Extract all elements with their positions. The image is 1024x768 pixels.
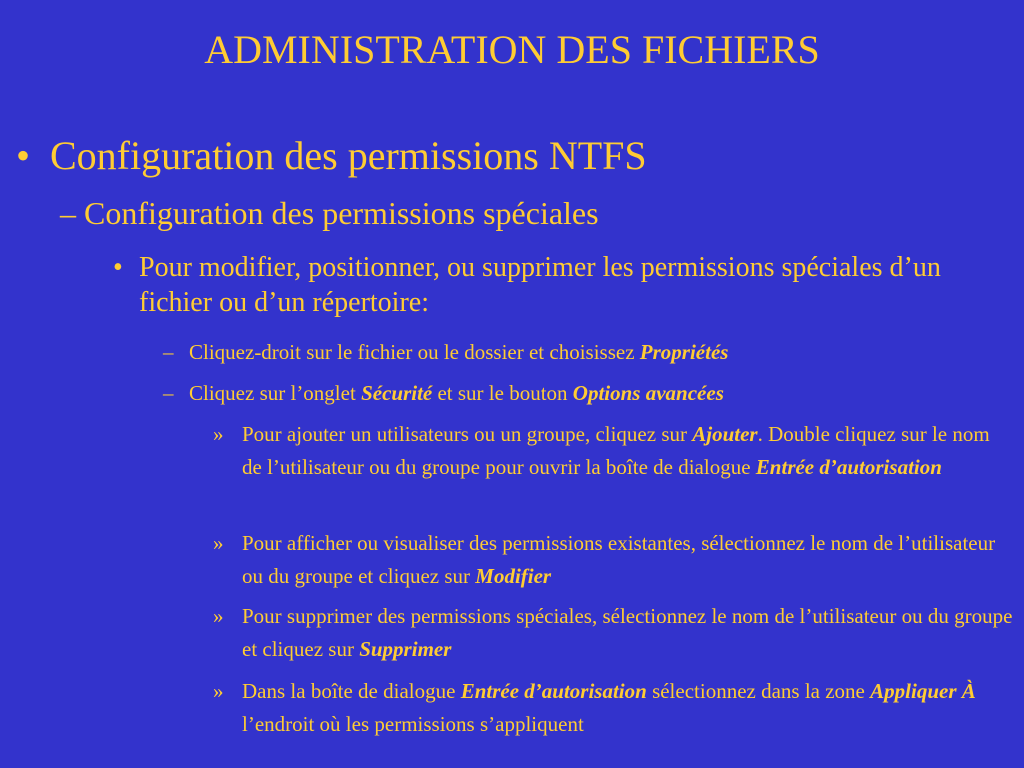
slide-title: ADMINISTRATION DES FICHIERS xyxy=(204,27,820,72)
sub-item-emphasis: Entrée d’autorisation xyxy=(460,679,647,703)
sub-item-text: l’endroit où les permissions s’appliquent xyxy=(242,712,584,736)
sub-item-modify xyxy=(213,527,1013,593)
sub-item-emphasis: Modifier xyxy=(475,564,552,588)
bullet-dot: • xyxy=(16,133,31,178)
step-emphasis: Propriétés xyxy=(639,340,729,364)
sub-item-text: Pour ajouter un utilisateurs ou un groupe, cliquez sur xyxy=(242,422,693,446)
bullet-level1-text: Configuration des permissions NTFS xyxy=(50,133,647,178)
sub-item-apply-to xyxy=(213,675,1013,741)
sub-item-add xyxy=(213,418,1013,484)
step-item-security-tab xyxy=(163,379,724,407)
bullet-dot: • xyxy=(113,252,123,283)
sub-item-text: Pour afficher ou visualiser des permissions existantes, sélectionnez le nom de l’utilisateur ou du groupe et cliquez sur xyxy=(242,531,996,588)
sub-item-emphasis: Entrée d’autorisation xyxy=(755,455,942,479)
bullet-guillemet: » xyxy=(213,604,224,628)
bullet-level2-text: Configuration des permissions spéciales xyxy=(84,195,599,231)
bullet-level3 xyxy=(113,250,943,320)
bullet-dash: – xyxy=(60,195,76,231)
bullet-guillemet: » xyxy=(213,531,224,555)
sub-item-text: Dans la boîte de dialogue xyxy=(242,679,461,703)
step-text: et sur le bouton xyxy=(432,381,573,405)
bullet-guillemet: » xyxy=(213,422,224,446)
bullet-level3-text: Pour modifier, positionner, ou supprimer les permissions spéciales d’un fichier ou d’un répertoire: xyxy=(139,252,941,318)
step-emphasis: Options avancées xyxy=(572,381,724,405)
step-item-properties xyxy=(163,338,728,366)
bullet-dash: – xyxy=(163,340,174,364)
bullet-dash: – xyxy=(163,381,174,405)
sub-item-emphasis: Ajouter xyxy=(692,422,758,446)
step-emphasis: Sécurité xyxy=(361,381,433,405)
bullet-level2 xyxy=(60,194,599,232)
sub-item-delete xyxy=(213,600,1013,666)
bullet-level1 xyxy=(16,133,647,179)
sub-item-text: sélectionnez dans la zone xyxy=(646,679,871,703)
sub-item-text: . Double cliquez sur le nom de l’utilisateur ou du groupe pour ouvrir la boîte de dialogue xyxy=(242,422,990,479)
sub-item-emphasis: Supprimer xyxy=(359,637,452,661)
sub-item-text: Pour supprimer des permissions spéciales, sélectionnez le nom de l’utilisateur ou du groupe et cliquez sur xyxy=(242,604,1013,661)
sub-item-emphasis: Appliquer À xyxy=(870,679,976,703)
bullet-guillemet: » xyxy=(213,679,224,703)
step-text: Cliquez-droit sur le fichier ou le dossier et choisissez xyxy=(189,340,640,364)
step-text: Cliquez sur l’onglet xyxy=(189,381,362,405)
